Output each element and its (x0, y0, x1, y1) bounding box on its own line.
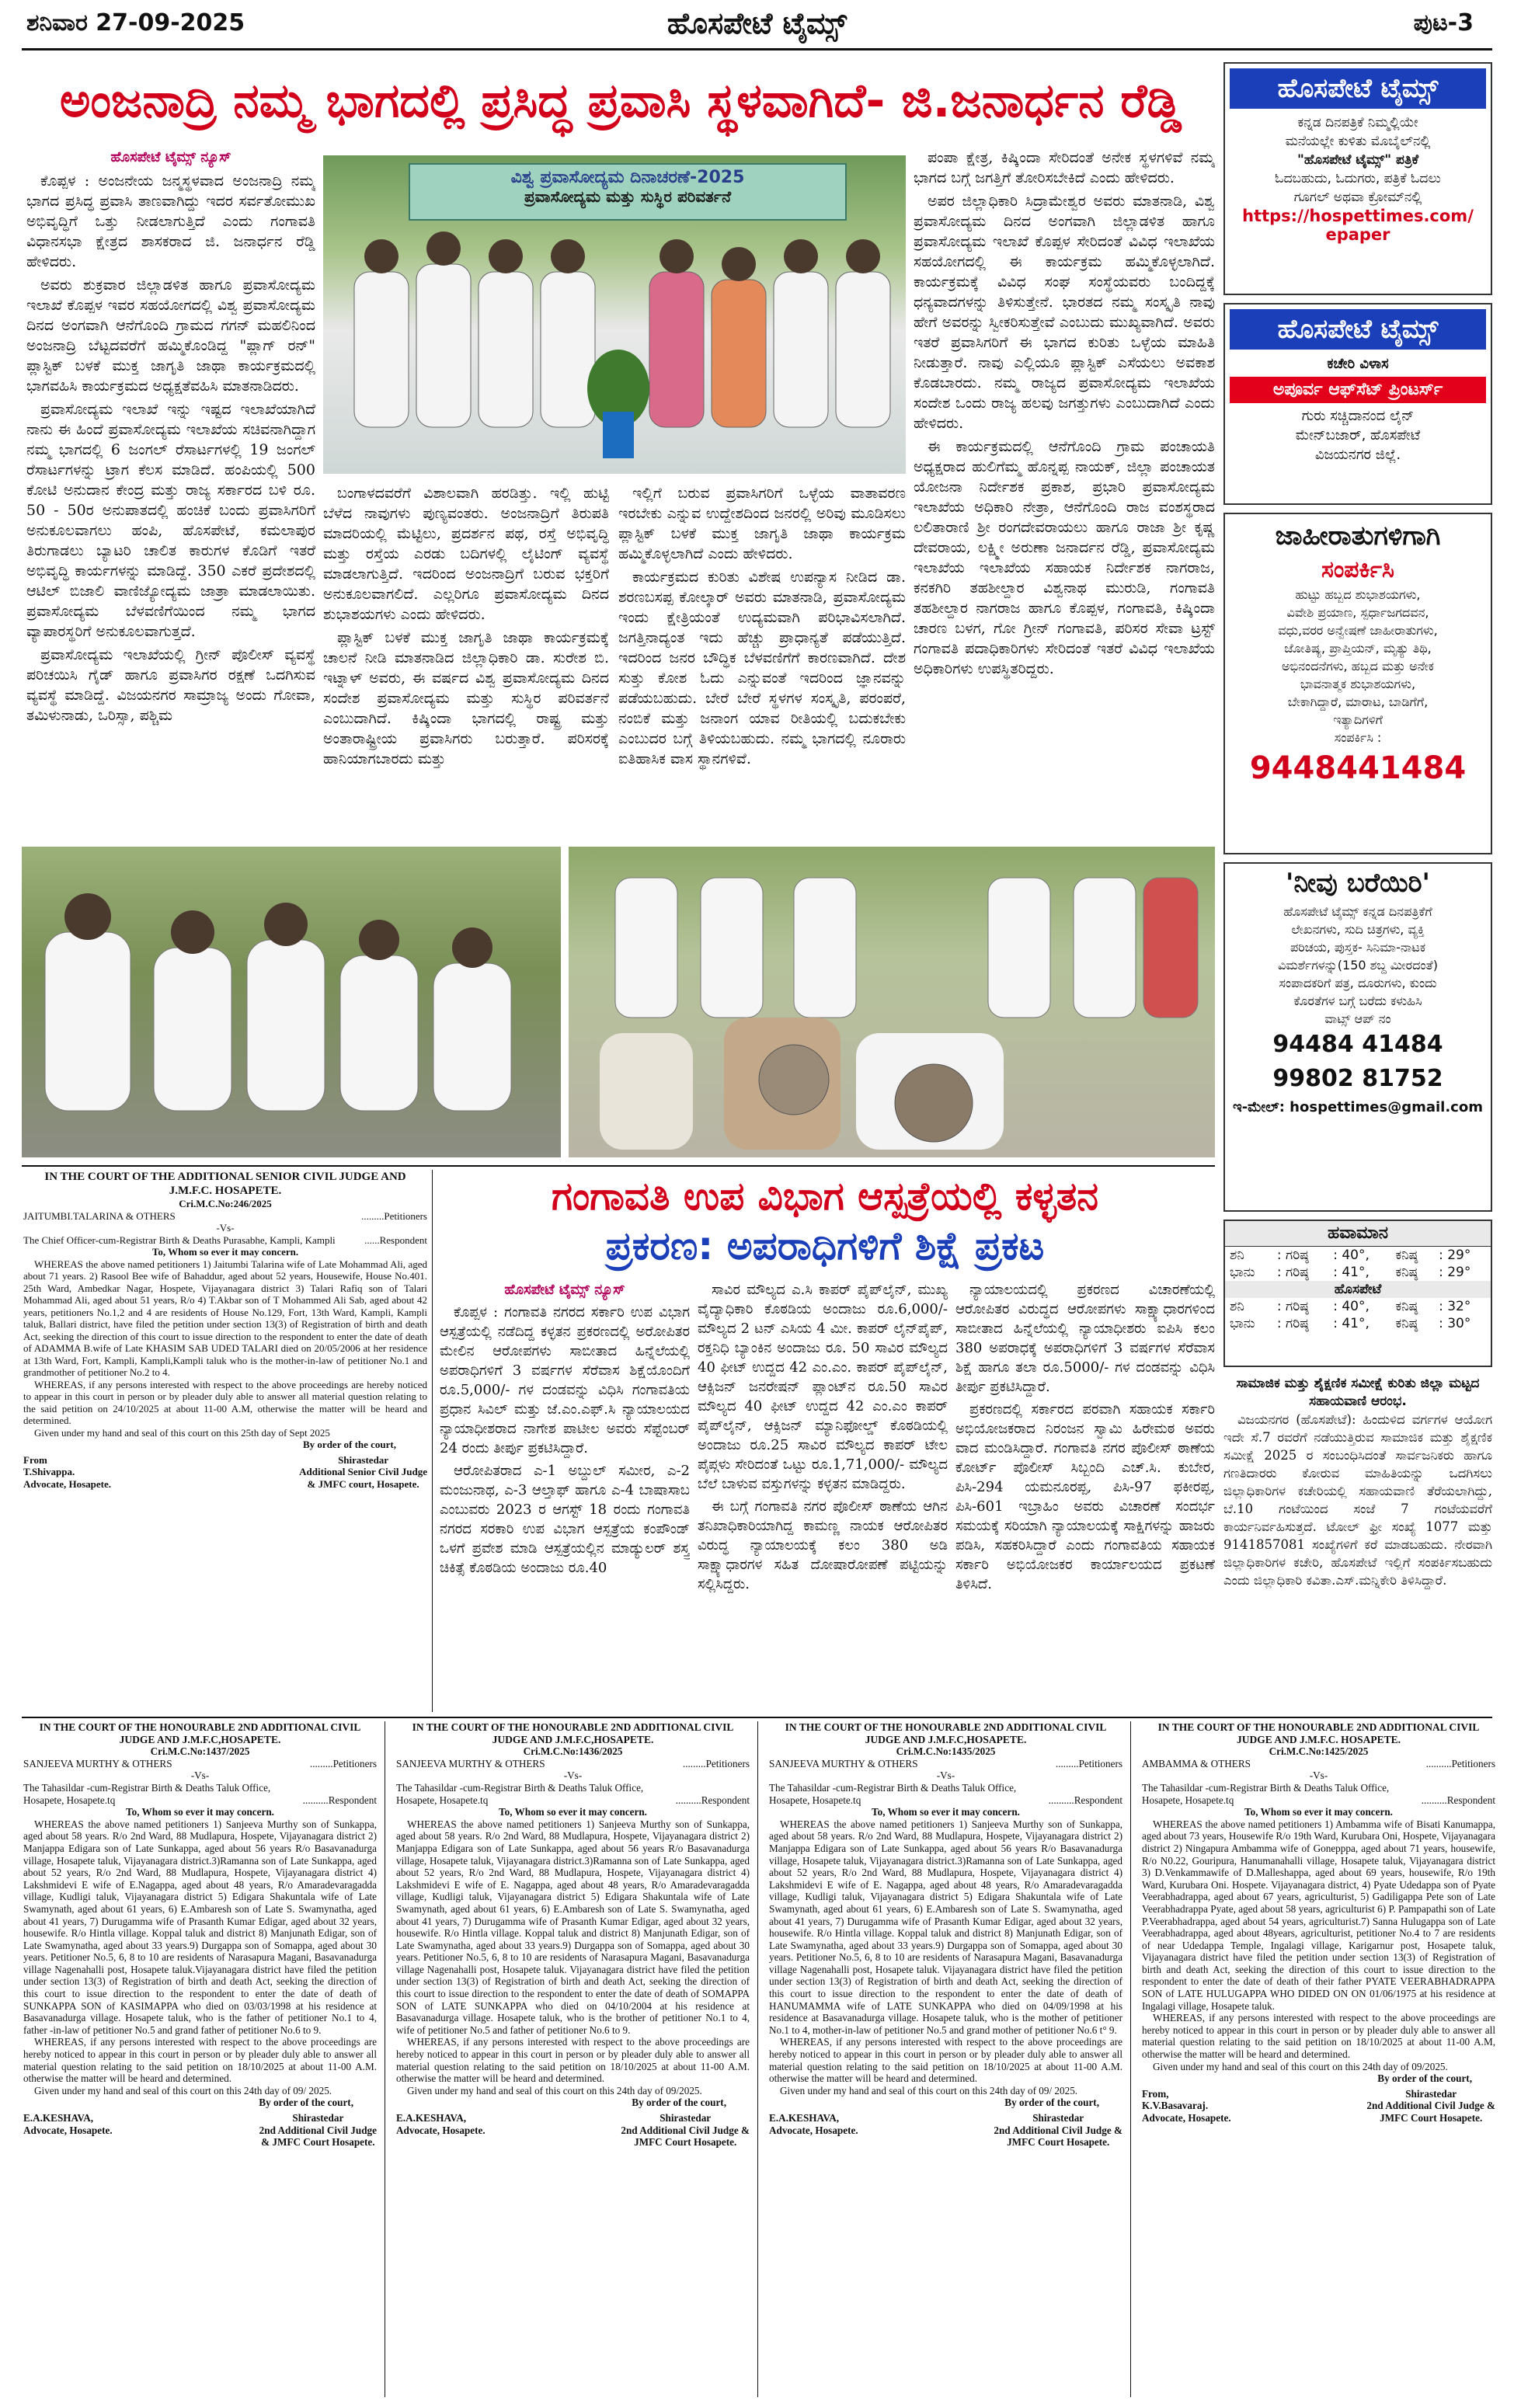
versus: -Vs- (936, 1769, 955, 1782)
whatsapp-phone-2[interactable]: 99802 81752 (1272, 1065, 1443, 1092)
address-line: ವಿಜಯನಗರ ಜಿಲ್ಲೆ. (1314, 447, 1401, 463)
notice-body: Given under my hand and seal of this court on this 24th day of 09/2025. (1153, 2060, 1448, 2072)
weather-row: ಶನಿ : ಗರಿಷ್ಠ : 40°, ಕನಿಷ್ಠ : 32° (1230, 1299, 1471, 1314)
signatory: & JMFC Court Hosapete. (261, 2136, 375, 2149)
whatsapp-phone-1[interactable]: 94484 41484 (1272, 1031, 1443, 1058)
runners-silhouettes (22, 847, 561, 1157)
write-line: ಸಂಪಾದಕರಿಗೆ ಪತ್ರ, ದೂರುಗಳು, ಕುಂದು (1279, 976, 1437, 990)
court-notice-main (23, 1170, 427, 1712)
story1-byline: ಹೊಸಪೇಟೆ ಟೈಮ್ಸ್ ನ್ಯೂಸ್ (110, 149, 231, 165)
story2-headline2: ಪ್ರಕರಣ: ಅಪರಾಧಿಗಳಿಗೆ ಶಿಕ್ಷೆ ಪ್ರಕಟ (605, 1223, 1045, 1268)
story1-headline: ಅಂಜನಾದ್ರಿ ನಮ್ಮ ಭಾಗದಲ್ಲಿ ಪ್ರಸಿದ್ಧ ಪ್ರವಾಸಿ ಸ್ಥಳವಾಗಿದೆ- ಜಿ.ಜನಾರ್ಧನ ರೆಡ್ಡಿ (59, 74, 1182, 128)
respondent-role: ......Respondent (364, 1234, 427, 1246)
walkathon-photo (22, 847, 561, 1157)
notice-body: WHEREAS, if any persons interested with respect to the above proceedings are hereby noticed to appear in this court in person or by pleader duly able to answer all material question relating to the said petition on 18/10/2025 at about 11-00 A.M. otherwise the matter will be heard and determined. (769, 2036, 1122, 2085)
write-line: ಕೊರತೆಗಳ ಬಗ್ಗೆ ಬರೆದು ಕಳುಹಿಸಿ (1293, 993, 1422, 1008)
website-link[interactable]: https://hospettimes.com/ (1242, 207, 1474, 225)
ads-phone[interactable]: 9448441484 (1249, 750, 1467, 786)
ads-line: ಇತ್ಯಾದಿಗಳಿಗೆ (1333, 712, 1383, 727)
case-number: Cri.M.C.No:1437/2025 (150, 1745, 250, 1758)
story1-para: ಇಲ್ಲಿಗೆ ಬರುವ ಪ್ರವಾಸಿಗರಿಗೆ ಒಳ್ಳೆಯ ವಾತಾವರಣ ಇರಬೇಕು ಎನ್ನುವ ಉದ್ದೇಶದಿಂದ ಜನರಲ್ಲಿ ಅರಿವು ಮೂಡಿಸಲು ಪ್ಲಾಸ್ಟಿಕ್ ಬಳಕೆ ಮುಕ್ತ ಜಾಗೃತಿ ಜಾಥಾ ಕಾರ್ಯಕ್ರಮ ಹಮ್ಮಿಕೊಳ್ಳಲಾಗಿದೆ ಎಂದು ಹೇಳಿದರು. (618, 485, 906, 562)
ads-title: ಜಾಹೀರಾತುಗಳಿಗಾಗಿ (1275, 520, 1441, 552)
respondent-role: ..........Respondent (675, 1794, 750, 1806)
petitioner: SANJEEVA MURTHY & OTHERS (769, 1757, 918, 1769)
respondent: The Tahasildar -cum-Registrar Birth & Deaths Taluk Office, Hosapete, Hosapete.tq (23, 1781, 271, 1806)
petitioner-role: .........Petitioners (361, 1209, 427, 1222)
respondent-role: ..........Respondent (1421, 1794, 1495, 1806)
email-label: ಇ-ಮೇಲ್: (1233, 1099, 1285, 1115)
signatory: Shirastedar (660, 2112, 712, 2124)
section-rule (22, 1717, 1492, 1718)
musicians-silhouettes (569, 847, 1215, 1157)
advocate-name: E.A.KESHAVA, (396, 2112, 467, 2124)
office-banner: ಹೊಸಪೇಟೆ ಟೈಮ್ಸ್ (1230, 309, 1486, 350)
advocate-role: Advocate, Hosapete. (769, 2124, 858, 2136)
signatory: JMFC Court Hosapete. (1007, 2136, 1110, 2149)
notice-body: Given under my hand and seal of this court on this 25th day of Sept 2025 (34, 1426, 330, 1439)
survey-title: ಸಾಮಾಜಿಕ ಮತ್ತು ಶೈಕ್ಷಣಿಕ ಸಮೀಕ್ಷೆ ಕುರಿತು ಜಿಲ್ಲಾ ಮಟ್ಟದ ಸಹಾಯವಾಣಿ ಆರಂಭ. (1236, 1376, 1480, 1409)
whom-concern: To, Whom so ever it may concern. (499, 1806, 647, 1818)
petitioner: SANJEEVA MURTHY & OTHERS (396, 1757, 545, 1769)
epaper-line: "ಹೊಸಪೇಟೆ ಟೈಮ್ಸ್" ಪತ್ರಿಕೆ (1296, 152, 1418, 168)
epaper-line: ಕನ್ನಡ ದಿನಪತ್ರಿಕೆ ನಿಮ್ಮಲ್ಲಿಯೇ (1297, 115, 1418, 130)
whom-concern: To, Whom so ever it may concern. (1244, 1806, 1393, 1818)
music-photo (569, 847, 1215, 1157)
address-line: ಗುರು ಸಚ್ಚಿದಾನಂದ ಲೈನ್ (1301, 408, 1415, 424)
epaper-line: ಓದಬಹುದು, ಓದುಗರು, ಪತ್ರಿಕೆ ಓದಲು (1275, 171, 1441, 186)
paper-title: ಹೊಸಪೇಟೆ ಟೈಮ್ಸ್ (667, 6, 847, 40)
whom-concern: To, Whom so ever it may concern. (126, 1806, 274, 1818)
ads-line: ವಧು,ವರರ ಅನ್ವೇಷಣೆ ಜಾಹೀರಾತುಗಳು, (1278, 623, 1438, 638)
write-box (1223, 862, 1492, 1212)
advocate-role: Advocate, Hosapete. (23, 1477, 112, 1490)
signatory: 2nd Additional Civil Judge & (621, 2124, 750, 2136)
ads-line: ಹುಟ್ಟು ಹಬ್ಬದ ಶುಭಾಶಯಗಳು, (1295, 587, 1421, 602)
versus: -Vs- (190, 1769, 210, 1782)
case-number: Cri.M.C.No:1425/2025 (1269, 1745, 1369, 1758)
respondent: The Tahasildar -cum-Registrar Birth & Deaths Taluk Office, Hosapete, Hosapete.tq (396, 1781, 644, 1806)
signatory: Shirastedar (1032, 2112, 1084, 2124)
notice-body: Given under my hand and seal of this court on this 24th day of 09/ 2025. (780, 2084, 1078, 2097)
story1-para: ಪಂಪಾ ಕ್ಷೇತ್ರ, ಕಿಷ್ಕಿಂದಾ ಸೇರಿದಂತೆ ಅನೇಕ ಸ್ಥಳಗಳಿವೆ ನಮ್ಮ ಭಾಗದ ಬಗ್ಗೆ ಜಗತ್ತಿಗೆ ತೋರಿಸಬೇಕಿದೆ ಎಂದು ಹೇಳಿದರು. (914, 149, 1215, 186)
signatory: Shirastedar (292, 2112, 344, 2124)
story1-para: ಅವರು ಶುಕ್ರವಾರ ಜಿಲ್ಲಾಡಳಿತ ಹಾಗೂ ಪ್ರವಾಸೋದ್ಯಮ ಇಲಾಖೆ ಕೊಪ್ಪಳ ಇವರ ಸಹಯೋಗದಲ್ಲಿ ವಿಶ್ವ ಪ್ರವಾಸೋದ್ಯಮ ದಿನದ ಅಂಗವಾಗಿ ಆನೆಗೊಂದಿ ಗ್ರಾಮದ ಗಗನ್ ಮಹಲಿನಿಂದ ಅಂಜನಾದ್ರಿ ಬೆಟ್ಟದವರೆಗೆ ಹಮ್ಮಿಕೊಂಡಿದ್ದ "ಪ್ಲಾಗ್ ರನ್" ಪ್ಲಾಸ್ಟಿಕ್ ಬಳಕೆ ಮುಕ್ತ ಜಾಗೃತಿ ಜಾಥಾ ಕಾರ್ಯಕ್ರಮದಲ್ಲಿ ಭಾಗವಹಿಸಿ ಕಾರ್ಯಕ್ರಮದ ಅಧ್ಯಕ್ಷತೆವಹಿಸಿ ಮಾತನಾಡಿದರು. (26, 277, 315, 395)
story1-para: ಈ ಕಾರ್ಯಕ್ರಮದಲ್ಲಿ ಆನೆಗೊಂದಿ ಗ್ರಾಮ ಪಂಚಾಯತಿ ಅಧ್ಯಕ್ಷರಾದ ಹುಲಿಗೆಮ್ಮ ಹೊನ್ನಪ್ಪ ನಾಯಕ್, ಜಿಲ್ಲಾ ಪಂಚಾಯತ ಯೋಜನಾ ನಿರ್ದೇಶಕ ಪ್ರಕಾಶ, ಪ್ರಭಾರಿ ಪ್ರವಾಸೋದ್ಯಮ ಇಲಾಖೆಯ ಅಧಿಕಾರಿ ನೇತ್ರಾ, ಆನೆಗೊಂದಿ ರಾಜ ವಂಶಸ್ಥರಾದ ಲಲಿತಾರಾಣಿ ಶ್ರೀ ರಂಗದೇವರಾಯಲು ಹಾಗೂ ರಾಜಾ ಶ್ರೀ ಕೃಷ್ಣ ದೇವರಾಯ, ಲಕ್ಷ್ಮೀ ಅರುಣಾ ಜನಾರ್ದನ ರೆಡ್ಡಿ, ಪ್ರವಾಸೋದ್ಯಮ ಇಲಾಖೆಯ ಇಲಾಖೆಯ ಸಹಾಯಕ ನಿರ್ದೇಶಕ ನಾಗರಾಜ, ಕನಕಗಿರಿ ತಹಶೀಲ್ದಾರ ವಿಶ್ವನಾಥ ಮುರುಡಿ, ಗಂಗಾವತಿ ತಹಶೀಲ್ದಾರ ನಾಗರಾಜ ಹಾಗೂ ಕೊಪ್ಪಳ, ಗಂಗಾವತಿ, ಕಿಷ್ಕಿಂದಾ ಚಾರಣ ಬಳಗ, ಗೋ ಗ್ರೀನ್ ಗಂಗಾವತಿ, ಪರಿಸರ ಸೇವಾ ಟ್ರಸ್ಟ್ ಗಂಗಾವತಿ ಪದಾಧಿಕಾರಿಗಳು ಸೇರಿದಂತೆ ಇತರೆ ವಿವಿಧ ಇಲಾಖೆಯ ಅಧಿಕಾರಿಗಳು ಉಪಸ್ಥಿತರಿದ್ದರು. (914, 438, 1215, 677)
weather-row: ಶನಿ : ಗರಿಷ್ಠ : 40°, ಕನಿಷ್ಠ : 29° (1230, 1247, 1471, 1263)
weather-row: ಭಾನು : ಗರಿಷ್ಠ : 41°, ಕನಿಷ್ಠ : 29° (1230, 1265, 1471, 1280)
petitioner: AMBAMMA & OTHERS (1142, 1757, 1251, 1769)
ads-line: ಅಭಿನಂದನೆಗಳು, ಹಬ್ಬದ ಮತ್ತು ಅನೇಕ (1281, 659, 1435, 673)
notice-body: Given under my hand and seal of this court on this 24th day of 09/2025. (407, 2084, 702, 2097)
respondent: The Chief Officer-cum-Registrar Birth & Deaths Purasabhe, Kampli, Kampli (23, 1234, 336, 1246)
ads-line: ಸಂಪರ್ಕಿಸಿ : (1334, 730, 1382, 745)
whom-concern: To, Whom so ever it may concern. (872, 1806, 1020, 1818)
signatory: 2nd Additional Civil Judge & (994, 2124, 1122, 2136)
story1-col1 (26, 148, 315, 839)
respondent: The Tahasildar -cum-Registrar Birth & Deaths Taluk Office, Hosapete, Hosapete.tq (1142, 1781, 1390, 1806)
notice-body: WHEREAS, if any persons interested with respect to the above proceedings are hereby noticed to appear in this court in person or by pleader duly able to answer all material question relating to the said petition on 24/10/2025 at about 11-00 A.M, otherwise the matter will be heard and determined. (23, 1378, 427, 1426)
respondent-role: ..........Respondent (1048, 1794, 1122, 1806)
signatory: JMFC Court Hosapete. (634, 2136, 737, 2149)
signatory: Additional Senior Civil Judge (299, 1466, 427, 1477)
divider (432, 1170, 433, 1712)
advocate-name: E.A.KESHAVA, (23, 2112, 94, 2124)
weather-place: ಹೊಸಪೇಟೆ (1225, 1281, 1491, 1298)
story1-para: ಕಾರ್ಯಕ್ರಮದ ಕುರಿತು ವಿಶೇಷ ಉಪನ್ಯಾಸ ನೀಡಿದ ಡಾ. ಶರಣಬಸಪ್ಪ ಕೋಲ್ಕಾರ್ ಅವರು ಮಾತನಾಡಿ, ಪ್ರವಾಸೋದ್ಯಮ ಇಂದು ಕ್ಷೇತ್ರಿಯಂತೆ ಉದ್ಯಮವಾಗಿ ಪರಿಭಾವಿಸಲಾಗಿದೆ. ಜಗತ್ತಿನಾದ್ಯಂತ ಇದು ಹೆಚ್ಚು ಪ್ರಾಧಾನ್ಯತೆ ಪಡೆಯುತ್ತಿದೆ. ಇದರಿಂದ ಜನರ ಬೌದ್ಧಿಕ ಬೆಳವಣಿಗೆಗೆ ಕಾರಣವಾಗಿದೆ. ದೇಶ ಸುತ್ತು ಕೋಶ ಓದು ಎನ್ನುವಂತೆ ಇದರಿಂದ ಜ್ಞಾನವನ್ನು ಪಡೆಯಬಹುದು. ಬೇರೆ ಬೇರೆ ಸ್ಥಳಗಳ ಸಂಸ್ಕೃತಿ, ಪರಂಪರೆ, ನಂಬಿಕೆ ಮತ್ತು ಜನಾಂಗ ಯಾವ ರೀತಿಯಲ್ಲಿ ಬದುಕಬೇಕು ಎಂಬುದರ ಬಗ್ಗೆ ತಿಳಿಯಬಹುದು. ನಮ್ಮ ಭಾಗದಲ್ಲಿ ನೂರಾರು ಐತಿಹಾಸಿಕ ವಾಸ ಸ್ಥಾನಗಳಿವೆ. (618, 569, 906, 767)
story2-para: ಈ ಬಗ್ಗೆ ಗಂಗಾವತಿ ನಗರ ಪೊಲೀಸ್ ಠಾಣೆಯ ಆಗಿನ ತನಿಖಾಧಿಕಾರಿಯಾಗಿದ್ದ ಕಾಮಣ್ಣ ನಾಯಕ ಆರೋಪಿತರ ವಿರುದ್ಧ ನ್ಯಾಯಾಲಯಕ್ಕೆ ಕಲಂ 380 ಅಡಿ ಸಾಕ್ಷ್ಯಾಧಾರಗಳ ಸಹಿತ ದೋಷಾರೋಪಣೆ ಪಟ್ಟಿಯನ್ನು ಸಲ್ಲಿಸಿದ್ದರು. (698, 1498, 948, 1592)
office-box (1223, 303, 1492, 505)
notice-body: WHEREAS the above named petitioners 1) Ambamma wife of Bisati Kanumappa, aged about 73 years, Housewife R/o 19th Ward, Kurubara Oni, Hospete, Vijayanagara district 2) Ningapura Ambamma wife of Gonepppa, aged about 71 years, housewife, R/o N0.22, Gouripura, Hanumanahalli village, Hosapete taluk, Vijayanagara district 3) D.Venkammawife of D.Malleshappa, aged about 69 years, housewife, R/o 19th Ward, Kurubara Oni. Hospete. Vijayanagara district, 4) Pyate Udedappa son of Pyate Veerabhadrappa, aged about 67 years, agriculturist, 5) Gadiligappa Pete son of Late Veerabhadrappa Pyate, aged about 58 years, agriculturist 6) P. Pampapathi son of Late P.Veerabhadrappa, aged about 54 years, agriculturist.7) Sanna Hulugappa son of Late Veerabhadrappa, aged about 48years, agriculturist, petitioner No.4 to 7 are residents of near Udedappa Temple, Ingalagi village, Karigarnur post, Hosapete taluk, Vijayanagara district have filed the petition under section 13(3) of Registration of birth and death Act, seeking the direction of this court to issue direction to the respondent to enter the date of death of their father PYATE VEERABHADRAPPA SON of LATE HULUGAPPA WHO DIDED ON ON 01/06/1975 at his residence at Ingalagi village, Hosapete taluk. (1142, 1818, 1495, 2012)
epaper-banner: ಹೊಸಪೇಟೆ ಟೈಮ್ಸ್ (1230, 68, 1486, 109)
story2-headline1: ಗಂಗಾವತಿ ಉಪ ವಿಭಾಗ ಆಸ್ಪತ್ರೆಯಲ್ಲಿ ಕಳ್ಳತನ (551, 1174, 1099, 1219)
court-title: IN THE COURT OF THE HONOURABLE 2ND ADDITIONAL CIVIL JUDGE AND J.M.F.C,HOSAPETE. (412, 1721, 734, 1745)
issue-date: ಶನಿವಾರ 27-09-2025 (26, 9, 245, 37)
story2-para: ಸಾವಿರ ಮೌಲ್ಯದ ಎ.ಸಿ ಕಾಪರ್ ಪೈಪ್‌ಲೈನ್, ಮುಖ್ಯ ವೈದ್ಯಾಧಿಕಾರಿ ಕೊಠಡಿಯ ಅಂದಾಜು ರೂ.6,000/- ಮೌಲ್ಯದ 2 ಟನ್ ಎಸಿಯ 4 ಮೀ. ಕಾಪರ್ ಲೈನ್‌ಪೈಪ್, ರಕ್ತನಿಧಿ ಬ್ಯಾಂಕಿನ ಅಂದಾಜು ರೂ. 50 ಸಾವಿರ ಮೌಲ್ಯದ 40 ಫೀಟ್ ಉದ್ದದ 42 ಎಂ.ಎಂ. ಕಾಪರ್ ಪೈಪ್‌ಲೈನ್, ಆಕ್ಸಿಜನ್ ಜನರೇಷನ್ ಪ್ಲಾಂಟ್‌ನ ರೂ.50 ಸಾವಿರ ಮೌಲ್ಯದ 40 ಫೀಟ್ ಉದ್ದದ 42 ಎಂ.ಎಂ ಕಾಪರ್ ಪೈಪ್‌ಲೈನ್, ಆಕ್ಸಿಜನ್ ಮ್ಯಾನಿಫೋಲ್ಡ್ ಕೊಠಡಿಯಲ್ಲಿ ಅಂದಾಜು ರೂ.25 ಸಾವಿರ ಮೌಲ್ಯದ ಕಾಪರ್ ಟೇಲ ಪೈಪ್ಗಳು ಸೇರಿದಂತೆ ಒಟ್ಟು ರೂ.1,71,000/- ಮೌಲ್ಯದ ಬೆಲೆ ಬಾಳುವ ವಸ್ತುಗಳನ್ನು ಕಳ್ಳತನ ಮಾಡಿದ್ದರು. (698, 1282, 948, 1492)
weather-row: ಭಾನು : ಗರಿಷ್ಠ : 41°, ಕನಿಷ್ಠ : 30° (1230, 1316, 1471, 1331)
epaper-link[interactable]: epaper (1325, 225, 1390, 244)
story2-para: ನ್ಯಾಯಾಲಯದಲ್ಲಿ ಪ್ರಕರಣದ ವಿಚಾರಣೆಯಲ್ಲಿ ಆರೋಪಿತರ ವಿರುದ್ಧದ ಆರೋಪಗಳು ಸಾಕ್ಷ್ಯಾಧಾರಗಳಿಂದ ಸಾಬೀತಾದ ಹಿನ್ನೆಲೆಯಲ್ಲಿ ನ್ಯಾಯಾಧೀಶರು ಐಪಿಸಿ ಕಲಂ 380 ಅಪರಾಧಕ್ಕೆ ಅಪರಾಧಿಗಳಿಗೆ 3 ವರ್ಷಗಳ ಸೆರೆವಾಸ ಶಿಕ್ಷೆ ಹಾಗೂ ತಲಾ ರೂ.5000/- ಗಳ ದಂಡವನ್ನು ವಿಧಿಸಿ ತೀರ್ಪು ಪ್ರಕಟಿಸಿದ್ದಾರೆ. (955, 1282, 1215, 1395)
story2-col3 (955, 1280, 1215, 1712)
court-title: IN THE COURT OF THE HONOURABLE 2ND ADDITIONAL CIVIL JUDGE AND J.M.F.C,HOSAPETE. (785, 1721, 1107, 1745)
advocate-name: K.V.Basavaraj. (1142, 2100, 1209, 2112)
signatory: 2nd Additional Civil Judge (259, 2124, 377, 2136)
signatory: Shirastedar (338, 1453, 389, 1466)
petitioner: SANJEEVA MURTHY & OTHERS (23, 1757, 172, 1769)
photo-banner-title: ವಿಶ್ವ ಪ್ರವಾಸೋದ್ಯಮ ದಿನಾಚರಣೆ-2025 (510, 168, 745, 187)
divider (757, 1721, 758, 2397)
story2-para: ಕೊಪ್ಪಳ : ಗಂಗಾವತಿ ನಗರದ ಸರ್ಕಾರಿ ಉಪ ವಿಭಾಗ ಆಸ್ಪತ್ರೆಯಲ್ಲಿ ನಡೆದಿದ್ದ ಕಳ್ಳತನ ಪ್ರಕರಣದಲ್ಲಿ ಅರೋಪಿತರ ಮೇಲಿನ ಆರೋಪಗಳು ಸಾಬೀತಾದ ಹಿನ್ನೆಲೆಯಲ್ಲಿ ಅಪರಾಧಿಗಳಿಗೆ 3 ವರ್ಷಗಳ ಸೆರೆವಾಸ ಶಿಕ್ಷೆಯೊಂದಿಗೆ ರೂ.5,000/- ಗಳ ದಂಡವನ್ನು ವಿಧಿಸಿ ಗಂಗಾವತಿಯ ಪ್ರಧಾನ ಸಿವಿಲ್ ಮತ್ತು ಜೆ.ಎಂ.ಎಫ್.ಸಿ ನ್ಯಾಯಾಲಯದ ನ್ಯಾಯಾಧೀಶರಾದ ನಾಗೇಶ ಪಾಟೀಲ ಅವರು ಸೆಪ್ಟೆಂಬರ್ 24 ರಂದು ತೀರ್ಪು ಪ್ರಕಟಿಸಿದ್ದಾರೆ. (440, 1304, 690, 1456)
signatory: JMFC Court Hosapete. (1380, 2112, 1483, 2124)
notice-body: WHEREAS the above named petitioners 1) Sanjeeva Murthy son of Sunkappa, aged about 58 years. R/o 2nd Ward, 88 Mudlapura, Hospete, Vijayanagara district 2) Manjappa Edigara son of Late Sunkappa, aged about 56 years R/o Basavanadurga village, Hosapete taluk, Vijayanagara district.3)Ramanna son of Late Sunkappa, aged about 52 years, R/o 2nd Ward, 88 Mudlapura, Hospete, Vijayanagara district 4) Lakshmidevi E wife of E.Nagappa, aged about 48 years, R/o Amaradevaragadda village, Kudligi taluk, Vijayanagara district 5) Edigara Shakuntala wife of Late Swamynath, aged about 61 years, 6) E.Ambaresh son of Late S. Swamynatha, aged about 41 years, 7) Durugamma wife of Prasanth Kumar Edigar, aged about 32 years, housewife. R/o Hintla village. Koppal taluk and district 8) Manjunath Edigar, son of Late Swamynatha, aged about 33 years.9) Durgappa son of Somappa, aged about 30 years. Petitioner No.5, 6, 8 to 10 are residents of Narasapura Magani, Basavanadurga village Nagenahalli post, Hosapete taluk.Vijayanagara district have filed the petition under section 13(3) of Registration of birth and death Act, seeking the direction of this court to issue direction to the respondent to enter the date of death of SUNKAPPA SON of KASIMAPPA who died on 03/03/1998 at his residence at Basavanadurga village. Hosapete taluk, who is the father of petitioner No.1 to 4, father -in-law of petitioner No.5 and grand father of petitioner No.6 to 9. (23, 1818, 377, 2036)
story2-byline: ಹೊಸಪೇಟೆ ಟೈಮ್ಸ್ ನ್ಯೂಸ್ (504, 1282, 625, 1298)
petitioner-role: .........Petitioners (682, 1757, 750, 1769)
petitioner-role: ..........Petitioners (1425, 1757, 1495, 1769)
address-line: ಮೇನ್‌ಬಜಾರ್, ಹೊಸಪೇಟೆ (1295, 427, 1421, 444)
versus: -Vs- (216, 1222, 235, 1234)
story1-para: ಬಂಗಾಳದವರೆಗೆ ವಿಶಾಲವಾಗಿ ಹರಡಿತ್ತು. ಇಲ್ಲಿ ಹುಟ್ಟಿ ಬೆಳೆದ ನಾವುಗಳು ಪುಣ್ಯವಂತರು. ಅಂಜನಾದ್ರಿಗೆ ತಿರುಪತಿ ಮಾದರಿಯಲ್ಲಿ ಮೆಟ್ಟಿಲು, ಪ್ರದರ್ಶನ ಪಥ, ರಸ್ತೆ ಅಭಿವೃದ್ಧಿ ಮತ್ತು ರಸ್ತೆಯ ಎರಡು ಬದಿಗಳಲ್ಲಿ ಲೈಟಿಂಗ್ ವ್ಯವಸ್ಥೆ ಮಾಡಲಾಗುತ್ತಿದೆ. ಇದರಿಂದ ಅಂಜನಾದ್ರಿಗೆ ಬರುವ ಭಕ್ತರಿಗೆ ಅನುಕೂಲವಾಗಲಿದೆ. ಎಲ್ಲರಿಗೂ ಪ್ರವಾಸೋದ್ಯಮ ದಿನದ ಶುಭಾಶಯಗಳು ಎಂದು ಹೇಳಿದರು. (323, 485, 609, 623)
press-name: ಅಪೂರ್ವ ಆಫ್‌ಸೆಟ್ ಪ್ರಿಂಟರ್ಸ್ (1230, 377, 1486, 403)
case-number: Cri.M.C.No:1435/2025 (896, 1745, 996, 1758)
advocate-role: Advocate, Hosapete. (1142, 2112, 1231, 2124)
order-line: By order of the court, (1377, 2072, 1472, 2085)
notice-body: WHEREAS the above named petitioners 1) Jaitumbi Talarina wife of Late Mohammad Ali, aged about 71 years. 2) Rasool Bee wife of Bahaddur, aged about 52 years, Housewife, House No.401. 25th Ward, Ambedkar Nagar, Hospete, Vijayanagara district 3) Talari Rafiq son of Talari Mohammad Ali, aged about 51 years, R/o 4) T.Akbar son of T Mohammed Ali Sab, aged about 42 years, petitioners No.1,2 and 4 are residents of House No.129, Fort, 13th Ward, Kampli, Kampli taluk, Ballari district, have filed the petition under section 13(3) of Registration of birth and death Act, seeking the direction of this court to issue direction to the respondent to enter the date of death of ADAMMA B.wife of Late KHASIM SAB UDED TALARI died on 20/05/2006 at her residence at 13th Ward, Fort, Kampli, Kampli,Kampli taluk who is the mother-in-law of petitioner No.1 and grandmother of petitioner No.2 to 4. (23, 1258, 427, 1378)
from-label: From, (1142, 2087, 1169, 2100)
advocate-role: Advocate, Hosapete. (396, 2124, 486, 2136)
notice-body: WHEREAS, if any persons interested with respect to the above proceedings are hereby noticed to appear in this court in person or by pleader duly able to answer all material question relating to the said petition on 18/10/2025 at about 11-00 A.M. otherwise the matter will be heard and determined. (23, 2036, 377, 2085)
court-notice (396, 1721, 750, 2397)
story1-col3 (618, 483, 906, 840)
court-notice (23, 1721, 377, 2397)
whom-concern: To, Whom so ever it may concern. (151, 1246, 299, 1258)
court-notice (1142, 1721, 1495, 2397)
petitioner-role: .........Petitioners (1055, 1757, 1122, 1769)
story1-para: ಪ್ರವಾಸೋದ್ಯಮ ಇಲಾಖೆ ಇನ್ನು ಇಷ್ಟದ ಇಲಾಖೆಯಾಗಿದೆ ನಾನು ಈ ಹಿಂದೆ ಪ್ರವಾಸೋದ್ಯಮ ಇಲಾಖೆಯ ಸಚಿವನಾಗಿದ್ದಾಗ ನಮ್ಮ ಭಾಗದಲ್ಲಿ 6 ಜಂಗಲ್ ರೆಸಾರ್ಟಗಳಲ್ಲಿ 19 ಜಂಗಲ್ ರೆಸಾರ್ಟಗಳನ್ನು ಟ್ರಾಗ ಕೆಲಸ ಮಾಡಿದೆ. ಹಂಪಿಯಲ್ಲಿ 500 ಕೋಟಿ ಅನುದಾನ ಕೇಂದ್ರ ಮತ್ತು ರಾಜ್ಯ ಸರ್ಕಾರದ ಬಳಿ ರೂ. 50 - 50ರ ಅನುಪಾತದಲ್ಲಿ ಹಂಚಿಕೆ ಬಂದು ಪ್ರವಾಸಿಗರಿಗೆ ಅನುಕೂಲವಾಗಲು ಹಂಪಿ, ಹೊಸಪೇಟೆ, ಕಮಲಾಪುರ ತಿರುಗಾಡಲು ಬ್ಯಾಟರಿ ಚಾಲಿತ ಕಾರುಗಳ ಕೊಡಿಗೆ ಇತರೆ ಅಭಿವೃದ್ಧಿ ಕಾರ್ಯಗಳನ್ನು ಮಾಡಿದ್ದೆ. 350 ಎಕರೆ ಪ್ರದೇಶದಲ್ಲಿ ಆಟಿಲ್ ಬಿಜಾಲಿ ವಾಣಿಜ್ಯೋದ್ಯಮ ಜಾತ್ರಾ ಮಾಡಲಾಯಿತು. ಪ್ರವಾಸೋದ್ಯಮ ಬೆಳವಣಿಗೆಯಿಂದ ನಮ್ಮ ಭಾಗದ ವ್ಯಾಪಾರಸ್ಥರಿಗೆ ಅನುಕೂಲವಾಗುತ್ತದೆ. (26, 401, 315, 640)
order-line: By order of the court, (259, 2097, 353, 2109)
notice-body: WHEREAS, if any persons interested with respect to the above proceedings are hereby noticed to appear in this court in person or by pleader duly able to answer all material question relating to the said petition on 18/10/2025 at about 11-00 A.M. otherwise the matter will be heard and determined. (396, 2036, 750, 2085)
story2-col2 (698, 1280, 948, 1712)
case-number: Cri.M.C.No:1436/2025 (523, 1745, 623, 1758)
signatory: Shirastedar (1405, 2087, 1457, 2100)
order-line: By order of the court, (1004, 2097, 1099, 2109)
from-label: From (23, 1453, 47, 1466)
page-number: ಪುಟ-3 (1413, 9, 1474, 37)
weather-box (1223, 1220, 1492, 1367)
court-notice (769, 1721, 1122, 2397)
epaper-line: ಗೂಗಲ್ ಅಥವಾ ಕ್ರೋಮ್‌ನಲ್ಲಿ (1293, 190, 1422, 205)
notice-body: Given under my hand and seal of this court on this 24th day of 09/ 2025. (34, 2084, 332, 2097)
advocate-name: E.A.KESHAVA, (769, 2112, 840, 2124)
petitioner-role: .........Petitioners (309, 1757, 377, 1769)
weather-table (1225, 1247, 1491, 1332)
story1-para: ಕೊಪ್ಪಳ : ಅಂಜನೇಯ ಜನ್ಮಸ್ಥಳವಾದ ಅಂಜನಾದ್ರಿ ನಮ್ಮ ಭಾಗದ ಪ್ರಸಿದ್ಧ ಪ್ರವಾಸಿ ತಾಣವಾಗಿದ್ದು ಇದರ ಸರ್ವತೋಮುಖ ಅಭಿವೃದ್ಧಿಗೆ ಒತ್ತು ನೀಡಲಾಗುತ್ತಿದೆ ಎಂದು ಗಂಗಾವತಿ ವಿಧಾನಸಭಾ ಕ್ಷೇತ್ರದ ಶಾಸಕರಾದ ಜಿ. ಜನಾರ್ಧನ ರೆಡ್ಡಿ ಹೇಳಿದರು. (26, 172, 315, 270)
story1-para: ಅಪರ ಜಿಲ್ಲಾಧಿಕಾರಿ ಸಿದ್ರಾಮೇಶ್ವರ ಅವರು ಮಾತನಾಡಿ, ವಿಶ್ವ ಪ್ರವಾಸೋದ್ಯಮ ದಿನದ ಅಂಗವಾಗಿ ಜಿಲ್ಲಾಡಳಿತ ಹಾಗೂ ಪ್ರವಾಸೋದ್ಯಮ ಇಲಾಖೆ ಕೊಪ್ಪಳ ಸೇರಿದಂತೆ ವಿವಿಧ ಇಲಾಖೆಯ ಸಹಯೋಗದಲ್ಲಿ ಈ ಕಾರ್ಯಕ್ರಮ ಹಮ್ಮಿಕೊಳ್ಳಲಾಗಿದೆ. ಕಾರ್ಯಕ್ರಮಕ್ಕೆ ವಿವಿಧ ಸಂಘ ಸಂಸ್ಥೆಯವರು ಬಂದಿದ್ದಕ್ಕೆ ಧನ್ಯವಾದಗಳನ್ನು ತಿಳಿಸುತ್ತೇನೆ. ಭಾರತದ ನಮ್ಮ ಸಂಸ್ಕೃತಿ ನಾವು ಹೇಗೆ ಅವರನ್ನು ಸ್ವೀಕರಿಸುತ್ತೇವೆ ಎಂಬುದು ಮುಖ್ಯವಾಗಿದೆ. ಅವರು ಇತರೆ ಪ್ರವಾಸಿಗರಿಗೆ ಈ ಭಾಗದ ಕುರಿತು ಒಳ್ಳೆಯ ಮಾಹಿತಿ ನೀಡುತ್ತಾರೆ. ನಾವು ಎಲ್ಲಿಯೂ ಪ್ಲಾಸ್ಟಿಕ್ ಎಸೆಯಲು ಅವಕಾಶ ಕೊಡಬಾರದು. ನಮ್ಮ ರಾಜ್ಯದ ಪ್ರವಾಸೋದ್ಯಮ ಇಲಾಖೆಯ ಸಂದೇಶ ಒಂದು ರಾಜ್ಯ ಹಲವು ಜಗತ್ತುಗಳು ಎಂಬುದಾಗಿದೆ ಎಂದು ಹೇಳಿದರು. (914, 193, 1215, 432)
story2-para: ಆರೋಪಿತರಾದ ಎ-1 ಅಬ್ದುಲ್ ಸಮೀರ, ಎ-2 ಮಂಜುನಾಥ, ಎ-3 ಆಲ್ತಾಫ್ ಹಾಗೂ ಎ-4 ಬಾಷಾಸಾಬ ಎಂಬುವರು 2023 ರ ಆಗಸ್ಟ್ 18 ರಂದು ಗಂಗಾವತಿ ನಗರದ ಸರಕಾರಿ ಉಪ ವಿಭಾಗ ಆಸ್ಪತ್ರೆಯ ಕಂಪೌಂಡ್ ಒಳಗೆ ಪ್ರವೇಶ ಮಾಡಿ ಆಸ್ಪತ್ರೆಯಲ್ಲಿನ ಮಾಡ್ಯುಲರ್ ಶಸ್ತ್ರ ಚಿಕಿತ್ಸೆ ಕೊಠಡಿಯ ಅಂದಾಜು ರೂ.40 (440, 1463, 690, 1576)
story2-para: ಪ್ರಕರಣದಲ್ಲಿ ಸರ್ಕಾರದ ಪರವಾಗಿ ಸಹಾಯಕ ಸರ್ಕಾರಿ ಅಭಿಯೋಜಕರಾದ ನಿರಂಜನ ಸ್ವಾಮಿ ಹಿರೇಮಠ ಅವರು ವಾದ ಮಂಡಿಸಿದ್ದಾರೆ. ಗಂಗಾವತಿ ನಗರ ಪೊಲೀಸ್ ಠಾಣೆಯ ಕೋರ್ಟ್ ಪೊಲೀಸ್ ಸಿಬ್ಬಂದಿ ಎಚ್.ಸಿ. ಕುಬೇರ, ಪಿಸಿ-294 ಯಮನೂರಪ್ಪ, ಪಿಸಿ-97 ಫಕೀರಪ್ಪ, ಪಿಸಿ-601 ಇಬ್ರಾಹಿಂ ಅವರು ವಿಚಾರಣೆ ಸಂದರ್ಭ ಸಮಯಕ್ಕೆ ಸರಿಯಾಗಿ ನ್ಯಾಯಾಲಯಕ್ಕೆ ಸಾಕ್ಷಿಗಳನ್ನು ಹಾಜರು ಪಡಿಸಿ, ಸಹಕರಿಸಿದ್ದಾರೆ ಎಂದು ಗಂಗಾವತಿಯ ಸಹಾಯಕ ಸರ್ಕಾರಿ ಅಭಿಯೋಜಕರ ಕಾರ್ಯಾಲಯದ ಪ್ರಕಟಣೆ ತಿಳಿಸಿದೆ. (955, 1401, 1215, 1592)
petitioner: JAITUMBI.TALARINA & OTHERS (23, 1209, 176, 1222)
write-line: ಹೊಸಪೇಟೆ ಟೈಮ್ಸ್ ಕನ್ನಡ ದಿನಪತ್ರಿಕೆಗೆ (1283, 904, 1432, 919)
story1-para: ಪ್ಲಾಸ್ಟಿಕ್ ಬಳಕೆ ಮುಕ್ತ ಜಾಗೃತಿ ಜಾಥಾ ಕಾರ್ಯಕ್ರಮಕ್ಕೆ ಚಾಲನೆ ನೀಡಿ ಮಾತನಾಡಿದ ಜಿಲ್ಲಾಧಿಕಾರಿ ಡಾ. ಸುರೇಶ ಬಿ. ಇಟ್ನಾಳ್ ಅವರು, ಈ ವರ್ಷದ ವಿಶ್ವ ಪ್ರವಾಸೋದ್ಯಮ ದಿನದ ಸಂದೇಶ ಪ್ರವಾಸೋದ್ಯಮ ಮತ್ತು ಸುಸ್ಥಿರ ಪರಿವರ್ತನೆ ಎಂಬುದಾಗಿದೆ. ಕಿಷ್ಕಿಂದಾ ಭಾಗದಲ್ಲಿ ರಾಷ್ಟ್ರ ಮತ್ತು ಅಂತಾರಾಷ್ಟ್ರೀಯ ಪ್ರವಾಸಿಗರು ಬರುತ್ತಾರೆ. ಪರಿಸರಕ್ಕೆ ಹಾನಿಯಾಗಬಾರದು ಮತ್ತು (323, 629, 609, 767)
write-line: ವಿಮರ್ಶೆಗಳನ್ನು(150 ಶಬ್ದ ಮೀರದಂತೆ) (1278, 958, 1438, 973)
advocate-role: Advocate, Hosapete. (23, 2124, 113, 2136)
court-title: IN THE COURT OF THE HONOURABLE 2ND ADDITIONAL CIVIL JUDGE AND J.M.F.C. HOSAPETE. (1157, 1721, 1480, 1745)
write-title: 'ನೀವು ಬರೆಯಿರಿ' (1286, 868, 1430, 899)
weather-title: ಹವಾಮಾನ (1225, 1221, 1491, 1247)
ads-line: ಜೋತಿಷ್ಯ, ಪ್ರಾಪ್ತಿಯನ್, ಮೃತ್ಯು ತಿಥಿ, (1284, 641, 1432, 656)
notice-body: WHEREAS the above named petitioners 1) Sanjeeva Murthy son of Sunkappa, aged about 58 years. R/o 2nd Ward, 88 Mudlapura, Hospete, Vijayanagara district 2) Manjappa Edigara son of Late Sunkappa, aged about 56 years R/o Basavanadurga village, Hosapete taluk, Vijayanagara district.3)Ramanna son of Late Sunkappa, aged about 52 years, R/o 2nd Ward, 88 Mudlapura, Hospete, Vijayanagara district 4) Lakshmidevi E wife of E. Nagappa, aged about 48 years, R/o Amaradevaragadda village, Kudligi taluk, Vijayanagara district 5) Edigara Shakuntala wife of Late Swamynath, aged about 61 years, 6) E.Ambaresh son of Late S. Swamynatha, aged about 41 years, 7) Durugamma wife of Prasanth Kumar Edigar, aged about 32 years, housewife. R/o Hintla village. Koppal taluk and district 8) Manjunath Edigar, son of Late Swamynatha, aged about 33 years.9) Durgappa son of Somappa, aged about 30 years. Petitioner No.5, 6, 8 to 10 are residents of Narasapura Magani, Basavanadurga village Nagenahalli post, Hosapete taluk. Vijayanagara district have filed the petition under section 13(3) of Registration of birth and death Act, seeking the direction of this court to issue direction to the respondent to enter the date of death of SOMAPPA SON of LATE SUNKAPPA who died on 04/10/2004 at his residence at Basavanadurga village. Hosapete taluk, who is the brother of petitioner No.1 to 4, wife of petitioner No.5 and father of petitioner No.6 to 9. (396, 1818, 750, 2036)
epaper-line: ಮನೆಯಲ್ಲೇ ಕುಳಿತು ಮೊಬೈಲ್‌ನಲ್ಲಿ (1285, 134, 1431, 149)
respondent-role: ..........Respondent (302, 1794, 377, 1806)
story2-col1 (440, 1280, 690, 1712)
story1-para: ಪ್ರವಾಸೋದ್ಯಮ ಇಲಾಖೆಯಲ್ಲಿ ಗ್ರೀನ್ ಪೊಲೀಸ್ ವ್ಯವಸ್ಥೆ ಪರಿಚಯಿಸಿ ಗೈಡ್ ಹಾಗೂ ಪ್ರವಾಸಿಗರ ರಕ್ಷಣೆ ಒದಗಿಸುವ ವ್ಯವಸ್ಥೆ ಮಾಡಿದ್ದೆ. ವಿಜಯನಗರ ಸಾಮ್ರಾಜ್ಯ ಅಂದು ಗೋವಾ, ತಮಿಳುನಾಡು, ಒರಿಸ್ಸಾ, ಪಶ್ಚಿಮ (26, 646, 315, 724)
survey-text: ವಿಜಯನಗರ (ಹೊಸಪೇಟೆ): ಹಿಂದುಳಿದ ವರ್ಗಗಳ ಆಯೋಗ ಇದೇ ಸೆ.7 ರವರೆಗೆ ನಡೆಯುತ್ತಿರುವ ಸಾಮಾಜಿಕ ಮತ್ತು ಶೈಕ್ಷಣಿಕ ಸಮೀಕ್ಷೆ 2025 ರ ಸಂಬಂಧಿಸಿದಂತೆ ಸಾರ್ವಜನಿಕರು ಹಾಗೂ ಗಣತಿದಾರರು ಕೋರುವ ಮಾಹಿತಿಯನ್ನು ಒದಗಿಸಲು ಜಿಲ್ಲಾಧಿಕಾರಿಗಳ ಕಚೇರಿಯಲ್ಲಿ ಸಹಾಯವಾಣಿ ತೆರೆಯಲಾಗಿದ್ದು, ಬೆ.10 ಗಂಟೆಯಿಂದ ಸಂಜೆ 7 ಗಂಟೆಯವರೆಗೆ ಕಾರ್ಯನಿರ್ವಹಿಸುತ್ತದೆ. ಟೋಲ್ ಫ್ರೀ ಸಂಖ್ಯೆ 1077 ಮತ್ತು 9141857081 ಸಂಖ್ಯೆಗಳಿಗೆ ಕರೆ ಮಾಡಬಹುದು. ನೇರವಾಗಿ ಜಿಲ್ಲಾಧಿಕಾರಿಗಳ ಕಚೇರಿ, ಹೊಸಪೇಟೆ ಇಲ್ಲಿಗೆ ಸಂಪರ್ಕಿಸಬಹುದು ಎಂದು ಜಿಲ್ಲಾಧಿಕಾರಿ ಕವಿತಾ.ಎಸ್.ಮನ್ನಿಕೇರಿ ತಿಳಿಸಿದ್ದಾರೆ. (1223, 1412, 1492, 1588)
order-line: By order of the court, (303, 1439, 396, 1450)
court-title: IN THE COURT OF THE HONOURABLE 2ND ADDITIONAL CIVIL JUDGE AND J.M.F.C,HOSAPETE. (39, 1721, 361, 1745)
versus: -Vs- (563, 1769, 583, 1782)
email-address[interactable]: hospettimes@gmail.com (1290, 1099, 1483, 1115)
divider (1130, 1721, 1131, 2397)
ceremony-photo (323, 155, 906, 474)
ads-line: ಭಾವನಾತ್ಮಕ ಶುಭಾಶಯಗಳು, (1300, 677, 1416, 691)
write-line: ಲೇಖನಗಳು, ಸುದಿ ಚಿತ್ರಗಳು, ವ್ಯಕ್ತಿ (1291, 922, 1425, 937)
case-number: Cri.M.C.No:246/2025 (179, 1198, 272, 1209)
versus: -Vs- (1309, 1769, 1328, 1782)
ads-line: ವಿವೇಶಿ ಪ್ರಯಾಣ, ಸ್ಪರ್ಧಾಜಗದವನ, (1286, 605, 1429, 620)
masthead-rule (22, 48, 1492, 50)
order-line: By order of the court, (632, 2097, 726, 2109)
section-rule (22, 1165, 1215, 1167)
photo-banner-sub: ಪ್ರವಾಸೋದ್ಯಮ ಮತ್ತು ಸುಸ್ಥಿರ ಪರಿವರ್ತನೆ (524, 187, 732, 206)
survey-story (1223, 1375, 1492, 1712)
ads-box (1223, 513, 1492, 854)
signatory: & JMFC court, Hosapete. (307, 1477, 419, 1490)
advocate-name: T.Shivappa. (23, 1466, 75, 1477)
respondent: The Tahasildar -cum-Registrar Birth & Deaths Taluk Office, Hosapete, Hosapete.tq (769, 1781, 1017, 1806)
notice-body: WHEREAS the above named petitioners 1) Sanjeeva Murthy son of Sunkappa, aged about 58 years. R/o 2nd Ward, 88 Mudlapura, Hospete, Vijayanagara district 2) Manjappa Edigara son of Late Sunkappa, aged about 56 years R/o Basavanadurga village, Hosapete taluk, Vijayanagara district.3)Ramanna son of Late Sunkappa, aged about 52 years, R/o 2nd Ward, 88 Mudlapura, Hospete, Vijayanagara district 4) Lakshmidevi E wife of E. Nagappa, aged about 48 years, R/o Amaradevaragadda village, Kudligi taluk, Vijayanagara district 5) Edigara Shakuntala wife of Late Swamynath, aged about 61 years, 6) E.Ambaresh son of Late S. Swamynatha, aged about 41 years, 7) Durugamma wife of Prasanth Kumar Edigar, aged about 32 years, housewife. R/o Hintla village. Koppal taluk and district 8) Manjunath Edigar, son of Late Swamynatha, aged about 33 years.9) Durgappa son of Somappa, aged about 30 years. Petitioner No.5, 6, 8 to 10 are residents of Narasapura Magani, Basavanadurga village Nagenahalli post, Hosapete taluk. Vijayanagara district have filed the petition under section 13(3) of Registration of birth and death Act, seeking the direction of this court to issue direction to the respondent to enter the date of death of HANUMAMMA wife of LATE SUNKAPPA who died on 04/09/1998 at his residence at Basavanadurga village. Hosapete taluk, who is the mother of petitioner No.1 to 4, mother-in-law of petitioner No.5 and grand mother of petitioner No.6 t° 9. (769, 1818, 1122, 2036)
story1-col4 (914, 148, 1215, 839)
people-silhouettes (323, 155, 906, 474)
write-line: ವಾಟ್ಸ್ ಆಪ್ ನಂ (1324, 1011, 1391, 1026)
write-line: ಪರಿಚಯ, ಪುಸ್ತಕ- ಸಿನಿಮಾ-ನಾಟಕ (1290, 940, 1426, 955)
ads-subtitle: ಸಂಪರ್ಕಿಸಿ (1321, 556, 1394, 583)
office-label: ಕಚೇರಿ ವಿಳಾಸ (1327, 356, 1389, 372)
epaper-box (1223, 62, 1492, 295)
signatory: 2nd Additional Civil Judge & (1366, 2100, 1495, 2112)
ads-line: ಬೇಕಾಗಿದ್ದಾರೆ, ಮಾರಾಟ, ಬಾಡಿಗೆಗೆ, (1287, 694, 1429, 709)
notice-body: WHEREAS, if any persons interested with respect to the above proceedings are hereby noticed to appear in this court in person or by pleader duly able to answer all material question relating to the said petition on 18/10/2025 at about 11-00 A.M, otherwise the matter will be heard and determined. (1142, 2012, 1495, 2061)
story1-col2 (323, 483, 609, 840)
court-title: IN THE COURT OF THE ADDITIONAL SENIOR CIVIL JUDGE AND J.M.F.C. HOSAPETE. (44, 1171, 406, 1197)
